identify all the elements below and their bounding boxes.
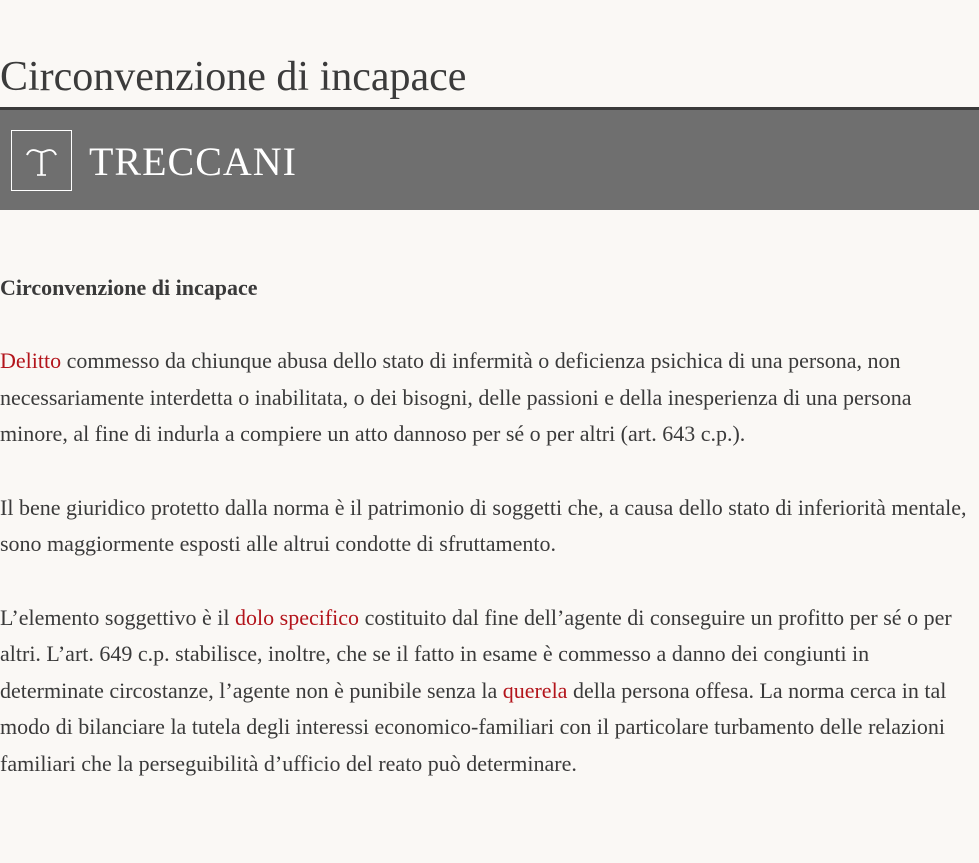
paragraph-3-text-middle: costituito dal fine dell’agente di conseguire un profitto per sé o per altri. L’art. 649 c.p. stabilisce, inoltre, che se il fatto in esame è commesso a danno dei congiunti in determinate circostanze, l’agente non è punibile senza la	[0, 604, 952, 703]
paragraph-3-text-start: L’elemento soggettivo è il	[0, 604, 236, 630]
article-content	[0, 270, 975, 782]
paragraph-2-text: Il bene giuridico protetto dalla norma è il patrimonio di soggetti che, a causa dello stato di inferiorità mentale, sono maggiormente esposti alle altrui condotte di sfruttamento.	[0, 494, 967, 556]
treccani-banner	[0, 110, 979, 210]
article-paragraph-1	[0, 343, 975, 453]
paragraph-3-text-end: della persona offesa. La norma cerca in tal modo di bilanciare la tutela degli interessi economico-familiari con il particolare turbamento delle relazioni familiari che la perseguibilità d’ufficio del reato può determinare.	[0, 677, 947, 776]
link-dolo-specifico[interactable]: dolo specifico	[235, 604, 360, 630]
article-paragraph-2	[0, 490, 975, 563]
link-delitto[interactable]: Delitto	[0, 348, 62, 373]
paragraph-1-text: commesso da chiunque abusa dello stato di infermità o deficienza psichica di una persona, non necessariamente interdetta o inabilitata, o dei bisogni, delle passioni e della inesperienza di una persona minore, al fine di indurla a compiere un atto dannoso per sé o per altri (art. 643 c.p.).	[0, 348, 912, 446]
article-heading: Circonvenzione di incapace	[0, 275, 258, 300]
treccani-logo-text[interactable]: TRECCANI	[89, 139, 297, 184]
link-querela[interactable]: querela	[502, 677, 568, 703]
page-title: Circonvenzione di incapace	[0, 54, 467, 100]
article-paragraph-3	[0, 600, 975, 783]
treccani-tau-logo-icon[interactable]	[11, 130, 72, 191]
